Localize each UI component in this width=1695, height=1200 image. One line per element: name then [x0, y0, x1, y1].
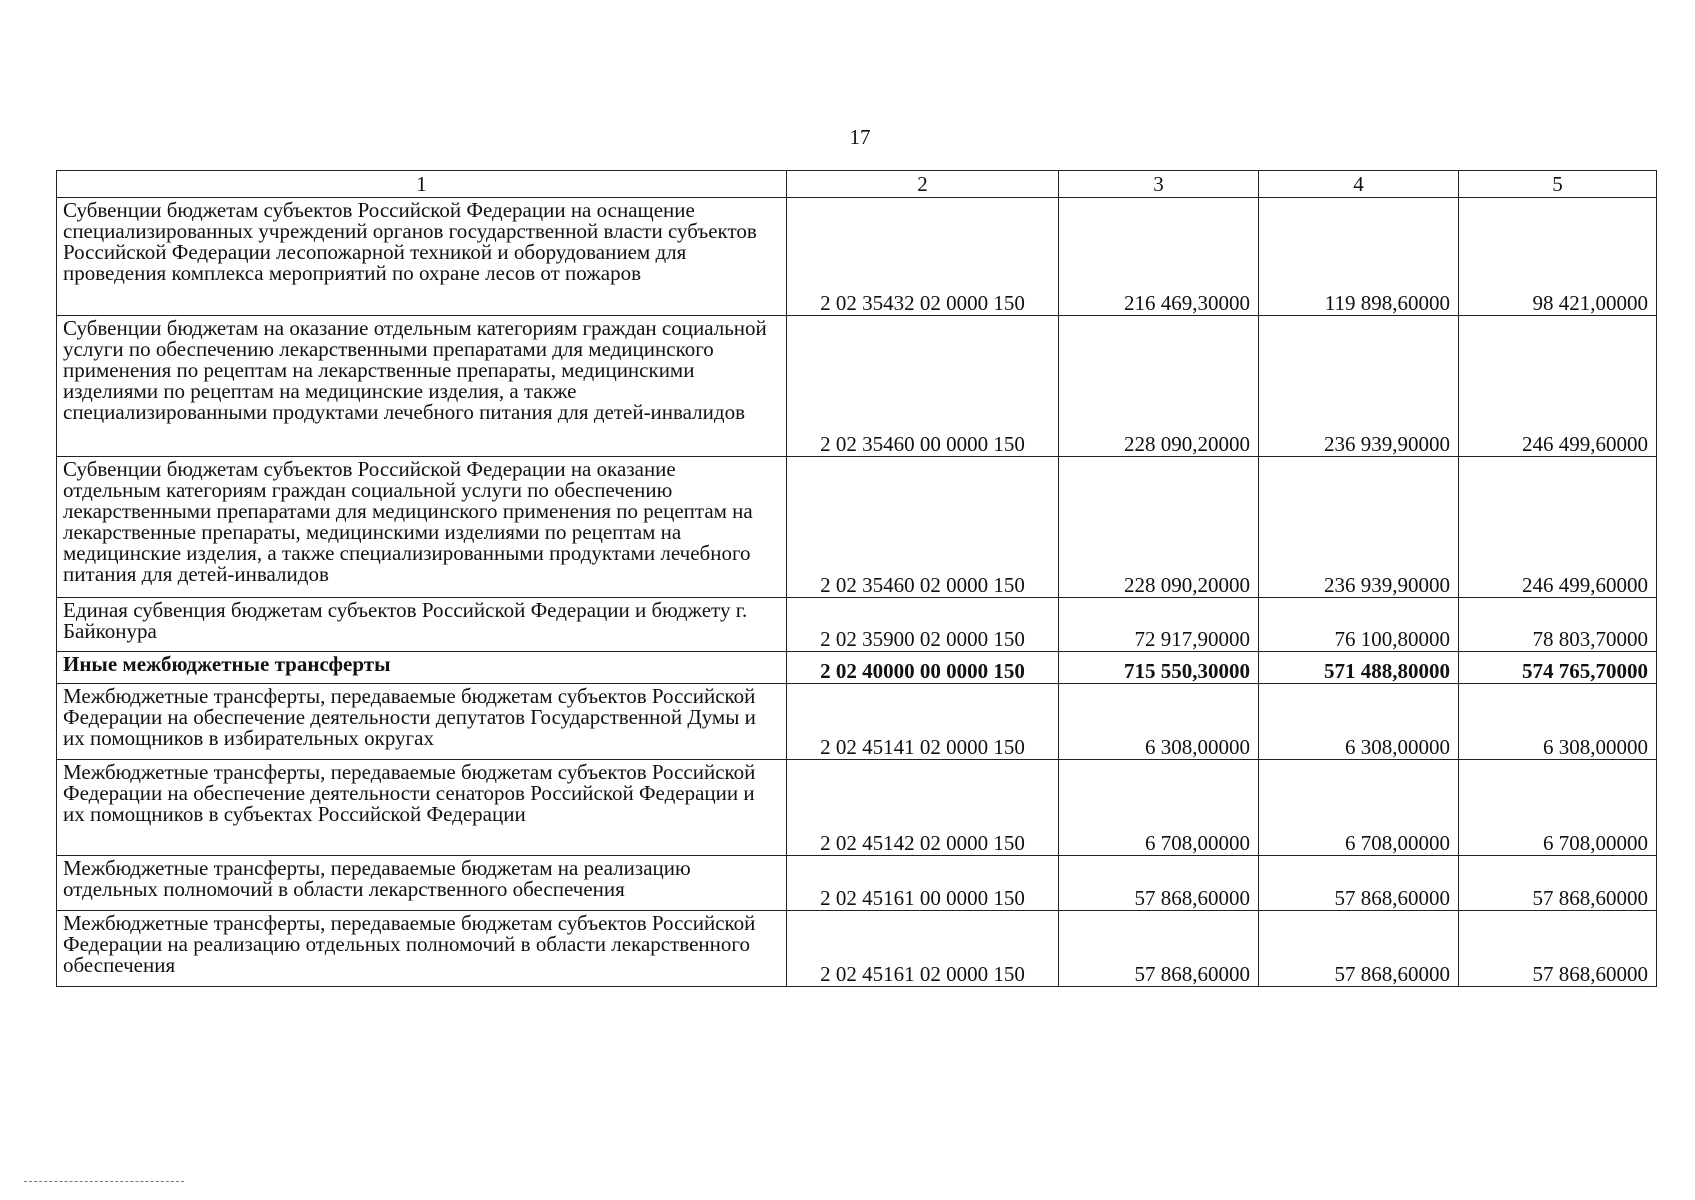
row-value-3: 57 868,60000 — [1059, 856, 1259, 911]
header-row — [57, 171, 1657, 198]
row-value-5: 57 868,60000 — [1459, 911, 1657, 987]
table-row — [57, 198, 1657, 316]
row-name: Субвенции бюджетам субъектов Российской Федерации на оснащение специализированных учреждений органов государственной власти субъектов Российской Федерации лесопожарной техникой и оборудованием для проведения комплекса мероприятий по охране лесов от пожаров — [57, 198, 787, 316]
row-value-5: 246 499,60000 — [1459, 457, 1657, 598]
table-row — [57, 911, 1657, 987]
row-code: 2 02 45142 02 0000 150 — [787, 760, 1059, 856]
row-value-5: 98 421,00000 — [1459, 198, 1657, 316]
header-col-1: 1 — [57, 171, 787, 198]
row-value-4: 57 868,60000 — [1259, 911, 1459, 987]
row-name: Межбюджетные трансферты, передаваемые бюджетам субъектов Российской Федерации на обеспечение деятельности сенаторов Российской Федерации и их помощников в субъектах Российской Федерации — [57, 760, 787, 856]
row-value-5: 574 765,70000 — [1459, 652, 1657, 684]
header-col-5: 5 — [1459, 171, 1657, 198]
row-code: 2 02 45141 02 0000 150 — [787, 684, 1059, 760]
row-code: 2 02 35460 00 0000 150 — [787, 316, 1059, 457]
row-name: Межбюджетные трансферты, передаваемые бюджетам на реализацию отдельных полномочий в области лекарственного обеспечения — [57, 856, 787, 911]
row-value-4: 571 488,80000 — [1259, 652, 1459, 684]
row-value-4: 6 708,00000 — [1259, 760, 1459, 856]
row-value-3: 216 469,30000 — [1059, 198, 1259, 316]
table-row — [57, 684, 1657, 760]
row-value-4: 236 939,90000 — [1259, 316, 1459, 457]
row-value-5: 6 308,00000 — [1459, 684, 1657, 760]
row-value-5: 57 868,60000 — [1459, 856, 1657, 911]
row-value-3: 715 550,30000 — [1059, 652, 1259, 684]
footer-rule — [24, 1181, 184, 1182]
row-name: Субвенции бюджетам на оказание отдельным категориям граждан социальной услуги по обеспечению лекарственными препаратами для медицинского применения по рецептам на лекарственные препараты, медицинскими изделиями по рецептам на медицинские изделия, а также специализированными продуктами лечебного питания для детей-инвалидов — [57, 316, 787, 457]
row-code: 2 02 35900 02 0000 150 — [787, 598, 1059, 652]
table-row — [57, 457, 1657, 598]
row-value-5: 6 708,00000 — [1459, 760, 1657, 856]
row-name: Межбюджетные трансферты, передаваемые бюджетам субъектов Российской Федерации на обеспечение деятельности депутатов Государственной Думы и их помощников в избирательных округах — [57, 684, 787, 760]
row-value-5: 246 499,60000 — [1459, 316, 1657, 457]
row-value-5: 78 803,70000 — [1459, 598, 1657, 652]
row-value-4: 6 308,00000 — [1259, 684, 1459, 760]
row-value-3: 72 917,90000 — [1059, 598, 1259, 652]
row-code: 2 02 45161 00 0000 150 — [787, 856, 1059, 911]
table-row — [57, 598, 1657, 652]
header-col-2: 2 — [787, 171, 1059, 198]
table-row-total — [57, 652, 1657, 684]
row-name: Иные межбюджетные трансферты — [57, 652, 787, 684]
row-value-4: 119 898,60000 — [1259, 198, 1459, 316]
row-value-3: 228 090,20000 — [1059, 457, 1259, 598]
table-header — [57, 171, 1657, 198]
header-col-4: 4 — [1259, 171, 1459, 198]
table-row — [57, 316, 1657, 457]
row-code: 2 02 45161 02 0000 150 — [787, 911, 1059, 987]
table-row — [57, 856, 1657, 911]
row-name: Единая субвенция бюджетам субъектов Российской Федерации и бюджету г. Байконура — [57, 598, 787, 652]
row-code: 2 02 35460 02 0000 150 — [787, 457, 1059, 598]
row-value-3: 228 090,20000 — [1059, 316, 1259, 457]
row-value-4: 236 939,90000 — [1259, 457, 1459, 598]
row-code: 2 02 40000 00 0000 150 — [787, 652, 1059, 684]
table-body — [57, 198, 1657, 987]
row-value-3: 6 708,00000 — [1059, 760, 1259, 856]
row-value-4: 76 100,80000 — [1259, 598, 1459, 652]
page-number: 17 — [849, 125, 871, 149]
row-value-3: 6 308,00000 — [1059, 684, 1259, 760]
row-value-4: 57 868,60000 — [1259, 856, 1459, 911]
table-row — [57, 760, 1657, 856]
budget-table — [56, 170, 1657, 987]
row-value-3: 57 868,60000 — [1059, 911, 1259, 987]
header-col-3: 3 — [1059, 171, 1259, 198]
row-code: 2 02 35432 02 0000 150 — [787, 198, 1059, 316]
budget-table-container — [56, 170, 1656, 987]
row-name: Межбюджетные трансферты, передаваемые бюджетам субъектов Российской Федерации на реализацию отдельных полномочий в области лекарственного обеспечения — [57, 911, 787, 987]
row-name: Субвенции бюджетам субъектов Российской Федерации на оказание отдельным категориям граждан социальной услуги по обеспечению лекарственными препаратами для медицинского применения по рецептам на лекарственные препараты, медицинскими изделиями по рецептам на медицинские изделия, а также специализированными продуктами лечебного питания для детей-инвалидов — [57, 457, 787, 598]
